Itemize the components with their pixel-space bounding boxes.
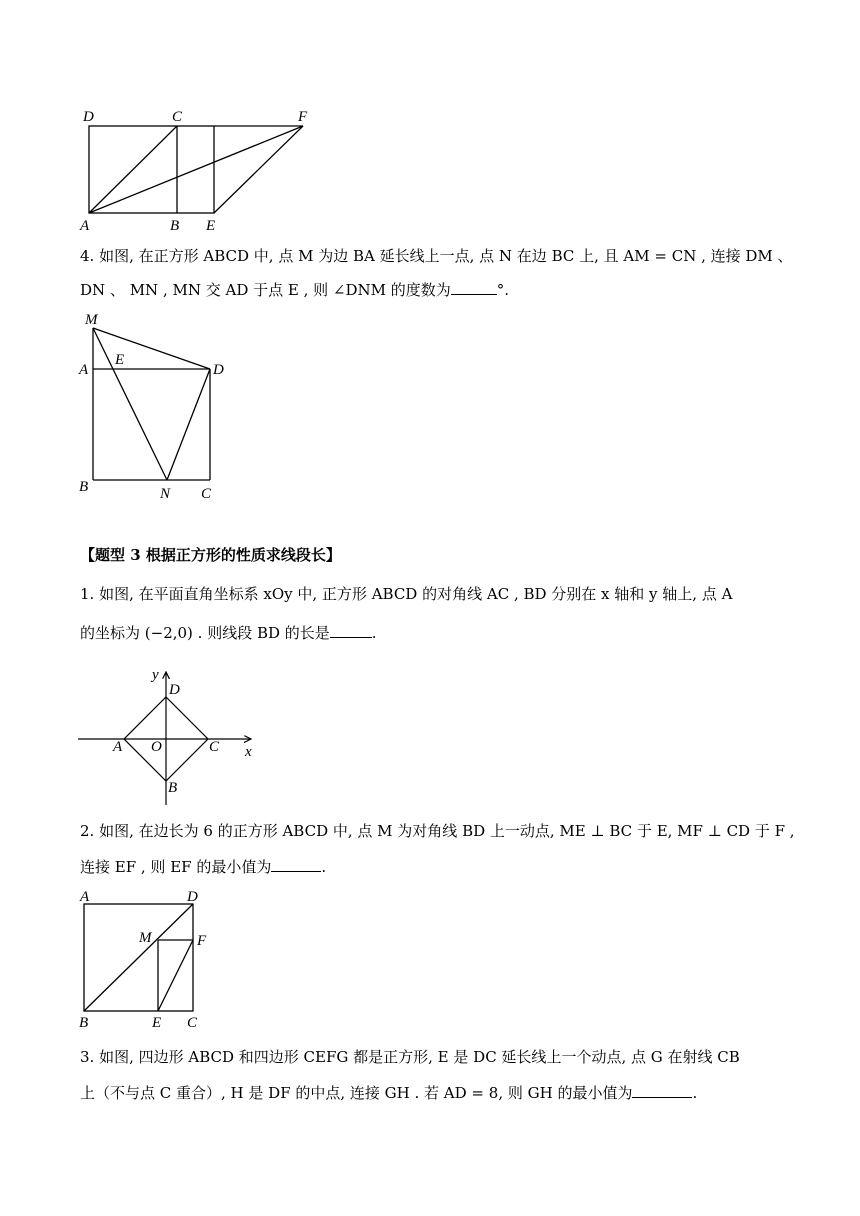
q4-text-line2-b: °. <box>496 281 510 299</box>
point-label-b: B <box>79 479 89 495</box>
point-label-m: M <box>85 312 98 328</box>
point-label-m: M <box>139 930 152 946</box>
answer-blank[interactable] <box>330 623 372 638</box>
point-label-d: D <box>187 889 198 905</box>
point-label-a: A <box>80 218 90 234</box>
point-label-n: N <box>160 486 171 502</box>
point-label-c: C <box>187 1015 198 1031</box>
q4-text-line2-a: DN 、 MN , MN 交 AD 于点 E , 则 ∠DNM 的度数为 <box>80 281 451 299</box>
p1-text-line2-a: 的坐标为 (−2,0) . 则线段 BD 的长是 <box>80 624 330 642</box>
point-label-a: A <box>79 362 89 378</box>
figure-rectangle-parallelogram <box>76 100 316 235</box>
p1-text-line2 <box>80 623 377 643</box>
p2-text-line1: 2. 如图, 在边长为 6 的正方形 ABCD 中, 点 M 为对角线 BD 上一动点, ME ⊥ BC 于 E, MF ⊥ CD 于 F , <box>80 822 795 840</box>
point-label-c: C <box>201 486 212 502</box>
point-label-c: C <box>172 109 183 125</box>
q4-text-line1: 4. 如图, 在正方形 ABCD 中, 点 M 为边 BA 延长线上一点, 点 N 在边 BC 上, 且 AM = CN , 连接 DM 、 <box>80 247 793 265</box>
point-label-a: A <box>80 889 90 905</box>
axis-label-y: y <box>152 667 159 683</box>
p3-text-line1: 3. 如图, 四边形 ABCD 和四边形 CEFG 都是正方形, E 是 DC 延长线上一个动点, 点 G 在射线 CB <box>80 1048 740 1066</box>
figure-q4-square <box>76 306 236 506</box>
section-heading: 【题型 3 根据正方形的性质求线段长】 <box>80 546 341 564</box>
p2-text-line2-b: . <box>321 858 327 876</box>
figure-p1-coordinate-square <box>76 658 266 808</box>
point-label-b: B <box>168 780 178 796</box>
point-label-d: D <box>83 109 94 125</box>
figure-p2-square <box>76 884 216 1032</box>
q4-text-line2 <box>80 280 509 300</box>
point-label-b: B <box>170 218 180 234</box>
point-label-f: F <box>298 109 308 125</box>
axis-label-x: x <box>245 744 252 760</box>
point-label-a: A <box>113 739 123 755</box>
p1-text-line2-b: . <box>371 624 377 642</box>
p2-text-line2-a: 连接 EF , 则 EF 的最小值为 <box>80 858 272 876</box>
point-label-e: E <box>206 218 216 234</box>
point-label-e: E <box>115 352 125 368</box>
point-label-d: D <box>213 362 224 378</box>
answer-blank[interactable] <box>271 857 321 872</box>
answer-blank[interactable] <box>451 280 497 295</box>
p3-text-line2 <box>80 1083 697 1103</box>
point-label-d: D <box>169 682 180 698</box>
point-label-c: C <box>209 739 220 755</box>
point-label-b: B <box>79 1015 89 1031</box>
point-label-o: O <box>151 739 162 755</box>
p3-text-line2-b: . <box>692 1084 698 1102</box>
p1-text-line1: 1. 如图, 在平面直角坐标系 xOy 中, 正方形 ABCD 的对角线 AC , BD 分别在 x 轴和 y 轴上, 点 A <box>80 585 733 603</box>
p3-text-line2-a: 上（不与点 C 重合）, H 是 DF 的中点, 连接 GH . 若 AD = 8, 则 GH 的最小值为 <box>80 1084 633 1102</box>
point-label-f: F <box>197 933 207 949</box>
answer-blank[interactable] <box>632 1083 692 1098</box>
point-label-e: E <box>152 1015 162 1031</box>
p2-text-line2 <box>80 857 326 877</box>
